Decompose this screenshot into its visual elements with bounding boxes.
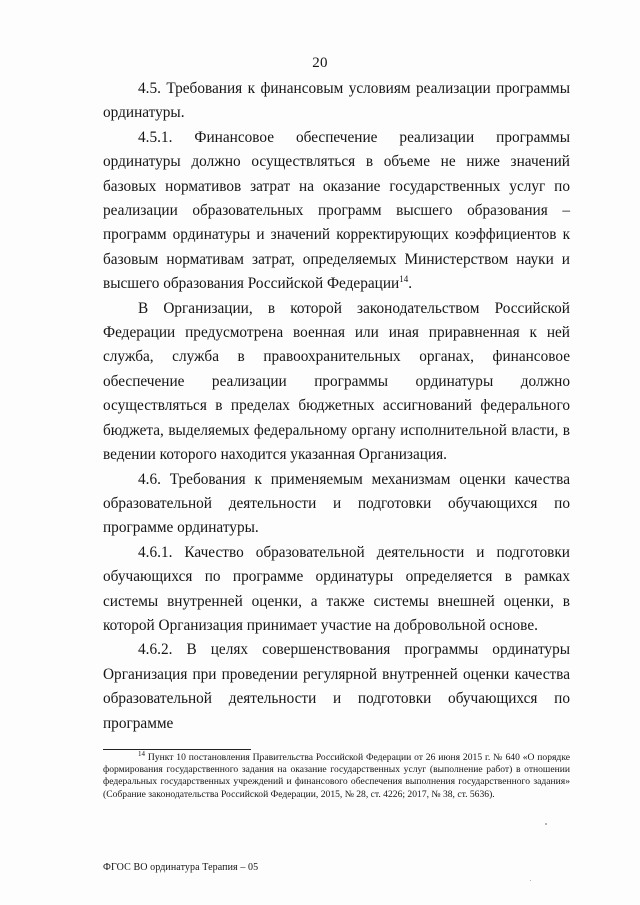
paragraph-4-6-text: 4.6. Требования к применяемым механизмам оценки качества образовательной деятельности и подготовки обучающихся по программе ординатуры. <box>103 470 570 537</box>
footnote-reference-period: . <box>408 275 413 293</box>
paragraph-4-5-1-text: 4.5.1. Финансовое обеспечение реализации программы ординатуры должно осуществляться в объеме не ниже значений базовых нормативов затрат на оказание государственных услуг по реализации образовательных программ высшего образования – программ ординатуры и значений корректирующих коэффициентов к базовым нормативам затрат, определяемых Министерством науки и высшего образования Российской Федерации <box>103 128 570 293</box>
footnote-reference-marker[interactable]: 14 <box>399 274 409 285</box>
scan-speck <box>545 823 547 825</box>
paragraph-4-5 <box>103 77 570 126</box>
paragraph-4-6-2 <box>103 638 570 736</box>
paragraph-4-5-1 <box>103 126 570 297</box>
paragraph-4-6 <box>103 468 570 541</box>
body-text <box>103 77 570 736</box>
scan-speck <box>530 880 531 881</box>
footnote-number: 14 <box>138 749 145 758</box>
footnote-divider <box>103 749 251 750</box>
paragraph-4-5-text: 4.5. Требования к финансовым условиям реализации программы ординатуры. <box>103 80 570 122</box>
paragraph-military-service <box>103 297 570 468</box>
paragraph-4-6-2-text: 4.6.2. В целях совершенствования программы ординатуры Организация при проведении регулярной внутренней оценки качества образовательной деятельности и подготовки обучающихся по программе <box>103 641 570 732</box>
page-number: 20 <box>312 55 328 71</box>
page-footer: ФГОС ВО ординатура Терапия – 05 <box>103 862 259 873</box>
paragraph-4-6-1-text: 4.6.1. Качество образовательной деятельности и подготовки обучающихся по программе ординатуры определяется в рамках системы внутренней оценки, а также системы внешней оценки, в которой Организация принимает участие на добровольной основе. <box>103 543 570 634</box>
footnote-text: Пункт 10 постановления Правительства Российской Федерации от 26 июня 2015 г. № 640 «О порядке формирования государственного задания на оказание государственных услуг (выполнение работ) в отношении федеральных государственных учреждений и финансового обеспечения выполнения государственного задания» (Собрание законодательства Российской Федерации, 2015, № 28, ст. 4226; 2017, № 38, ст. 5636). <box>103 752 570 800</box>
footnote-14 <box>103 749 570 801</box>
paragraph-military-service-text: В Организации, в которой законодательством Российской Федерации предусмотрена военная или иная приравненная к ней служба, служба в правоохранительных органах, финансовое обеспечение реализации программы ординатуры должно осуществляться в пределах бюджетных ассигнований федерального бюджета, выделяемых федеральному органу исполнительной власти, в ведении которого находится указанная Организация. <box>103 299 570 464</box>
paragraph-4-6-1 <box>103 541 570 639</box>
